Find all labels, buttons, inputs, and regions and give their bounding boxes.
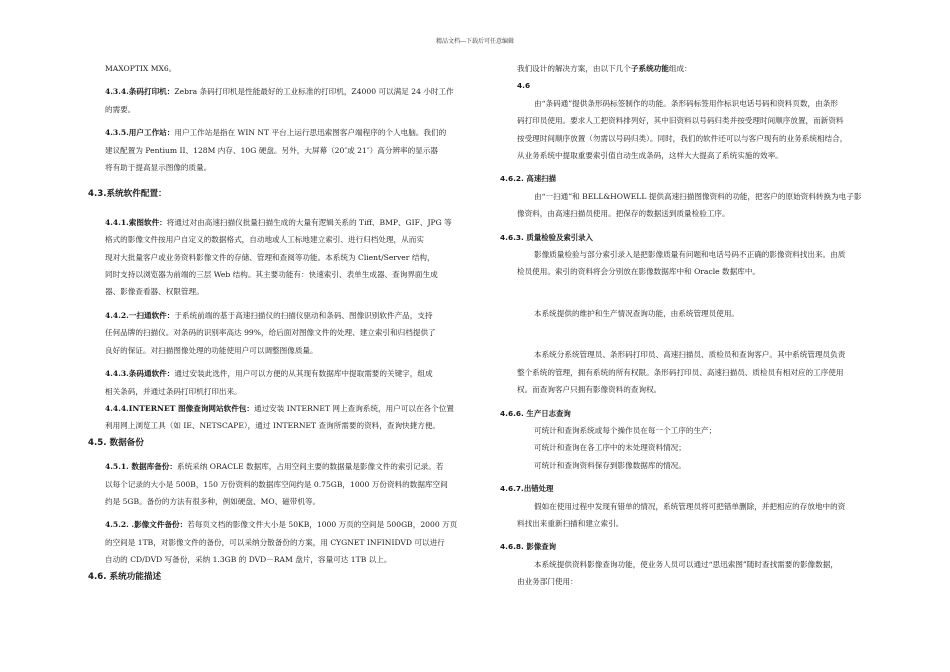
paragraph-line: 的空间是 1TB，对影像文件的备份，可以采纳分散备份的方案，用 CYGNET INFINIDVD 可以进行	[105, 537, 445, 547]
section-4-4-3	[88, 365, 470, 382]
paragraph-line: 器、影像查看器、权限管理。	[105, 287, 204, 297]
left-column	[88, 60, 470, 586]
paragraph-text: 于系统前端的基于高速扫描仪的扫描仪驱动和条码、图像识别软件产品，支持	[174, 310, 433, 320]
intro-text-end: 组成：	[668, 64, 692, 73]
paragraph-line: 权。而查询客户只拥有影像资料的查询权。	[517, 385, 662, 395]
section-4-3-4	[88, 83, 470, 100]
section-title: 4.4.4.INTERNET 图像查询网站软件包：	[105, 403, 254, 413]
section-heading-4-6: 4.6. 系统功能描述	[88, 571, 162, 582]
paragraph-line: 相关条码，并通过条码打印机打印出来。	[105, 386, 242, 396]
paragraph-text: 通过安装 INTERNET 网上查询系统，用户可以在各个位置	[254, 403, 454, 413]
right-column	[500, 60, 884, 591]
intro-paragraph	[500, 60, 884, 77]
paragraph-line: 以每个记录的大小是 500B，150 万份资料的数据库空间约是 0.75GB，1000 万份资料的数据库空间	[105, 479, 448, 489]
section-title: 4.4.1.索图软件：	[105, 217, 167, 227]
paragraph-line: 约是 5GB。备份的方法有很多种，例如硬盘、MO、磁带机等。	[105, 496, 321, 506]
section-title-4-6-3: 4.6.3. 质量检验及索引录入	[500, 232, 593, 242]
paragraph-line: 由业务部门使用：	[517, 577, 578, 587]
section-4-5-1	[88, 458, 470, 475]
paragraph-line: 整个系统的管理，拥有系统的所有权限。条形码打印员、高速扫描员、质检员有相对应的工序使用	[517, 367, 844, 377]
paragraph-line: 可统计和查询系统或每个操作员在每一个工序的生产；	[534, 425, 717, 435]
paragraph-line: 假如在使用过程中发现有错单的情况，系统管理员将可把错单删除，并把相应的存放地中的资	[534, 501, 846, 511]
paragraph-text: 将通过对由高速扫描仪批量扫描生成的大量有逻辑关系的 Tiff、BMP、GIF、JPG 等	[166, 217, 452, 227]
paragraph-line: 本系统分系统管理员、条形码打印员、高速扫描员、质检员和查询客户。其中系统管理员负责	[534, 350, 846, 360]
section-4-4-1	[88, 214, 470, 231]
paragraph-line: 自动的 CD/DVD 写备份，采纳 1.3GB 的 DVD－RAM 盘片，容量可达 1TB 以上。	[105, 555, 392, 565]
intro-text: 我们设计的解决方案，由以下几个	[517, 64, 631, 73]
paragraph-text: 用户工作站是指在 WIN NT 平台上运行思迅索图客户端程序的个人电脑。我们的	[174, 128, 447, 138]
paragraph-line: 按受理时间顺序放置（勿需以号码归类）。同时，我们的软件还可以与客户现有的业务系统相结合，	[517, 133, 848, 143]
intro-emphasis: 子系统功能	[630, 64, 669, 73]
section-label-4-6: 4.6	[517, 81, 531, 91]
section-title: 4.3.4.条码打印机：	[105, 87, 175, 97]
section-4-3-5	[88, 124, 470, 141]
paragraph-line: 码打印员使用。要求人工把资料排列好，其中旧资料以号码归类并按受理时间顺序放置，而新资料	[517, 116, 844, 126]
paragraph-line: 同时支持以浏览器为前端的三层 Web 结构。其主要功能有：快速索引、表单生成器、查询界面生成	[105, 270, 438, 280]
section-title: 4.3.5.用户工作站：	[105, 128, 175, 138]
section-title-4-6-2: 4.6.2. 高速扫描	[500, 174, 556, 184]
section-title: 4.4.2.一扫通软件：	[105, 310, 175, 320]
paragraph-line: 任何品牌的扫描仪。对条码的识别率高达 99%，给后面对图像文件的处理、建立索引和归档提供了	[105, 328, 436, 338]
paragraph-text: 通过安装此选件，用户可以方便的从其现有数据库中提取需要的关键字，组成	[174, 369, 433, 379]
paragraph-line: 利用网上浏览工具（如 IE、NETSCAPE），通过 INTERNET 查询所需要的资料，查询快捷方便。	[105, 421, 441, 431]
paragraph-line: 格式的影像文件按用户自定义的数据格式，自动地或人工标地建立索引、进行归档处理，从而实	[105, 235, 424, 245]
section-4-5-2	[88, 516, 470, 533]
paragraph-line: 料找出来重新扫描和建立索引。	[517, 518, 624, 528]
section-heading-4-3: 4.3.系统软件配置：	[88, 189, 167, 200]
paragraph-line: 的需要。	[105, 104, 136, 114]
intro-line: MAXOPTIX MX6。	[105, 64, 177, 73]
paragraph-line: 检员使用。索引的资料将会分别放在影像数据库中和 Oracle 数据库中。	[517, 267, 761, 277]
section-title-4-6-8: 4.6.8. 影像查询	[500, 542, 556, 552]
paragraph-line: 像资料，由高速扫描员使用。把保存的数据送到质量检验工序。	[517, 209, 730, 219]
paragraph-line: 由“一扫通”和 BELL&HOWELL 提供高速扫描图像资料的功能，把客户的原始资料转换为电子影	[534, 191, 862, 201]
section-title-4-6-7: 4.6.7.出错处理	[500, 484, 554, 494]
paragraph-text: 若每页文档的影像文件大小是 50KB，1000 万页的空间是 500GB，2000 万页	[187, 520, 458, 530]
paragraph-line: 现对大批量客户或业务资料影像文件的存储、管理和查阅等功能。本系统为 Client/Server 结构，	[105, 252, 435, 262]
section-title: 4.5.2. .影像文件备份：	[105, 520, 188, 530]
paragraph-line: 可统计和查询资料保存到影像数据库的情况。	[534, 460, 686, 470]
section-heading-4-5: 4.5. 数据备份	[88, 437, 144, 448]
paragraph-line: 由“条码通”提供条形码标签制作的功能。条形码标签用作标识电话号码和资料页数，由条形	[534, 98, 838, 108]
paragraph-line: 本系统提供的维护和生产情况查询功能，由系统管理员使用。	[534, 308, 740, 318]
paragraph-line: 影像质量检验与部分索引录入是把影像质量有问题和电话号码不正确的影像资料找出来。由质	[534, 250, 846, 260]
paragraph-line: 建议配置为 Pentium II、128M 内存、10G 硬盘。另外，大屏幕（20″或 21″）高分辨率的显示器	[105, 145, 439, 155]
section-4-4-2	[88, 307, 470, 324]
paragraph-text: Zebra 条码打印机是性能最好的工业标准的打印机，Z4000 可以满足 24 小时工作	[174, 87, 454, 97]
section-title: 4.5.1. 数据库备份：	[105, 462, 177, 472]
paragraph-line: 从业务系统中提取重要索引值自动生成条码，这样大大提高了系统实施的效率。	[517, 151, 783, 161]
paragraph-text: 系统采纳 ORACLE 数据库，占用空间主要的数据量是影像文件的索引记录。若	[177, 462, 444, 472]
paragraph-line: 本系统提供资料影像查询功能，使业务人员可以通过“思迅索图”随时查找需要的影像数据，	[534, 559, 838, 569]
section-title: 4.4.3.条码通软件：	[105, 369, 175, 379]
paragraph-line: 可统计和查询在各工序中的未处理资料情况；	[534, 443, 686, 453]
header-note: 精品文档---下载后可任意编辑	[435, 38, 515, 45]
paragraph-line: 将有助于提高显示图像的质量。	[105, 163, 212, 173]
section-4-4-4-1	[88, 400, 470, 417]
section-title-4-6-6: 4.6.6. 生产日志查询	[500, 408, 571, 418]
paragraph-line: 良好的保证。对扫描图像处理的功能使用户可以调整图像质量。	[105, 345, 318, 355]
